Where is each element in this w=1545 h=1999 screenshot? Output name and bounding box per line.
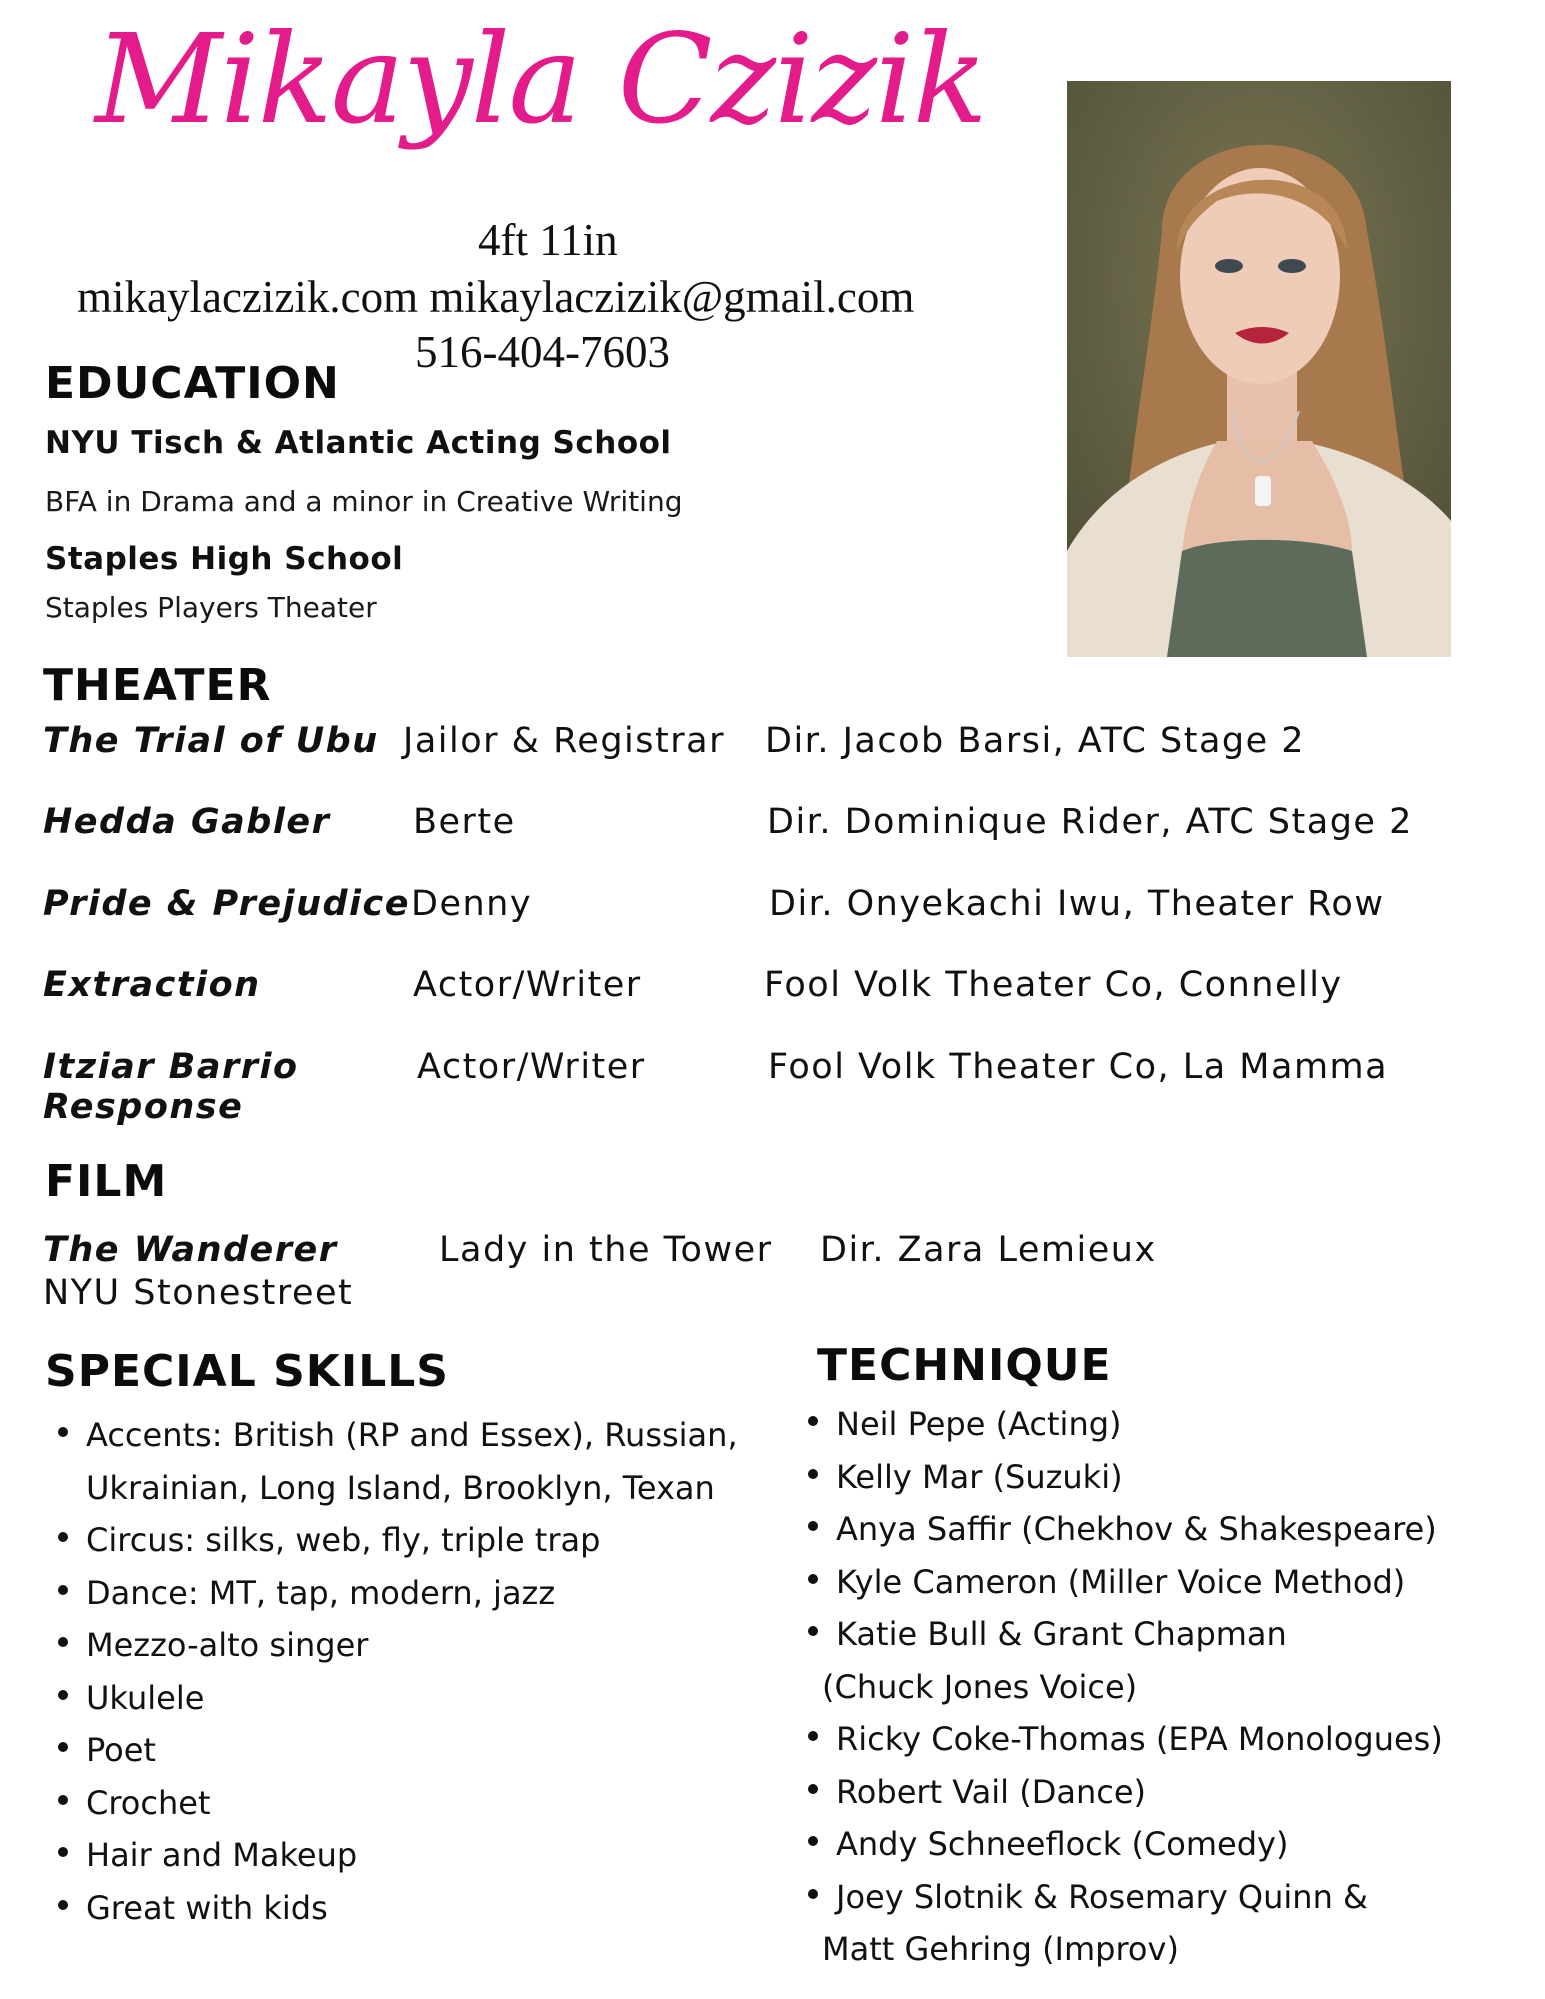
list-item: Accents: British (RP and Essex), Russian,	[46, 1409, 738, 1462]
credit-title: Itziar Barrio Response	[43, 1047, 299, 1127]
list-item: Joey Slotnik & Rosemary Quinn &	[796, 1871, 1443, 1924]
credit-title: Extraction	[43, 965, 261, 1005]
credit-director: Dir. Dominique Rider, ATC Stage 2	[767, 802, 1413, 842]
credit-title: Pride & Prejudice	[43, 884, 411, 924]
credit-director: Fool Volk Theater Co, Connelly	[764, 965, 1343, 1005]
performer-name: Mikayla Czizik	[95, 8, 986, 152]
height-info: 4ft 11in	[478, 215, 618, 265]
special-skills-list	[46, 1409, 738, 1934]
list-item: Hair and Makeup	[46, 1829, 738, 1882]
list-item: Katie Bull & Grant Chapman	[796, 1608, 1443, 1661]
credit-title: The Trial of Ubu	[43, 721, 379, 761]
school-name: Staples High School	[45, 541, 404, 577]
list-item: Matt Gehring (Improv)	[822, 1930, 1179, 1968]
credit-role: Actor/Writer	[413, 965, 642, 1005]
list-item: Circus: silks, web, fly, triple trap	[46, 1514, 738, 1567]
credit-role: Actor/Writer	[417, 1047, 646, 1087]
list-item: Anya Saffir (Chekhov & Shakespeare)	[796, 1503, 1443, 1556]
list-item: Poet	[46, 1724, 738, 1777]
list-item: Kelly Mar (Suzuki)	[796, 1451, 1443, 1504]
credit-role: Berte	[413, 802, 516, 842]
credit-role: Lady in the Tower	[439, 1230, 773, 1270]
credit-director: Dir. Onyekachi Iwu, Theater Row	[769, 884, 1385, 924]
list-item: Robert Vail (Dance)	[796, 1766, 1443, 1819]
technique-heading: TECHNIQUE	[817, 1340, 1112, 1391]
list-item: Kyle Cameron (Miller Voice Method)	[796, 1556, 1443, 1609]
credit-role: Jailor & Registrar	[403, 721, 725, 761]
credit-director: Dir. Jacob Barsi, ATC Stage 2	[765, 721, 1306, 761]
special-skills-heading: SPECIAL SKILLS	[45, 1346, 449, 1397]
credit-title: The Wanderer	[43, 1230, 338, 1270]
list-item: Andy Schneeflock (Comedy)	[796, 1818, 1443, 1871]
headshot-photo	[1067, 81, 1451, 657]
list-item: Ricky Coke-Thomas (EPA Monologues)	[796, 1713, 1443, 1766]
list-item: (Chuck Jones Voice)	[822, 1667, 1138, 1706]
list-item: Mezzo-alto singer	[46, 1619, 738, 1672]
education-heading: EDUCATION	[45, 358, 340, 409]
credit-director: Dir. Zara Lemieux	[820, 1230, 1157, 1270]
school-name: NYU Tisch & Atlantic Acting School	[45, 425, 672, 461]
theater-heading: THEATER	[43, 660, 272, 711]
phone-number: 516-404-7603	[415, 327, 670, 377]
list-item: Great with kids	[46, 1882, 738, 1935]
school-detail: Staples Players Theater	[45, 591, 377, 624]
credit-title: Hedda Gabler	[43, 802, 331, 842]
contact-info: mikaylaczizik.com mikaylaczizik@gmail.com	[77, 272, 915, 322]
film-heading: FILM	[45, 1156, 168, 1207]
list-item: Ukrainian, Long Island, Brooklyn, Texan	[86, 1468, 715, 1507]
list-item: Neil Pepe (Acting)	[796, 1398, 1443, 1451]
credit-role: Denny	[411, 884, 533, 924]
list-item: Dance: MT, tap, modern, jazz	[46, 1567, 738, 1620]
credit-venue: NYU Stonestreet	[43, 1273, 354, 1313]
list-item: Crochet	[46, 1777, 738, 1830]
technique-list	[796, 1398, 1443, 1976]
list-item: Ukulele	[46, 1672, 738, 1725]
school-detail: BFA in Drama and a minor in Creative Writing	[45, 485, 683, 518]
credit-director: Fool Volk Theater Co, La Mamma	[768, 1047, 1389, 1087]
